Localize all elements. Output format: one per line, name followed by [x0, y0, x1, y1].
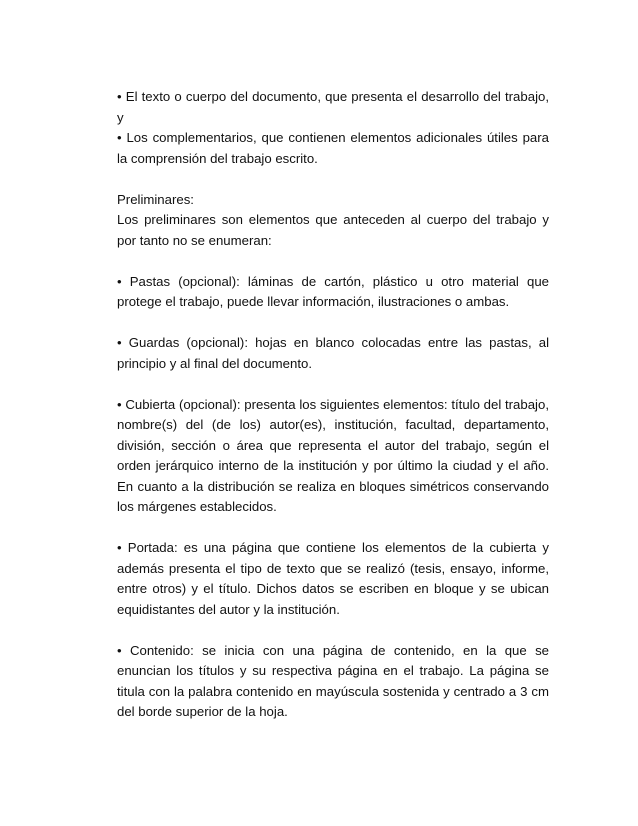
spacer [117, 374, 549, 395]
spacer [117, 518, 549, 539]
section-intro: Los preliminares son elementos que anteceden al cuerpo del trabajo y por tanto no se enumeran: [117, 212, 549, 248]
spacer [117, 620, 549, 641]
intro-paragraph-body: • El texto o cuerpo del documento, que presenta el desarrollo del trabajo, y [117, 89, 549, 125]
list-item-contenido: • Contenido: se inicia con una página de contenido, en la que se enuncian los títulos y su respectiva página en el trabajo. La página se titula con la palabra contenido en mayúscula sostenida y centrado a 3 cm del borde superior de la hoja. [117, 642, 549, 719]
spacer [117, 251, 549, 272]
list-item-pastas: • Pastas (opcional): láminas de cartón, plástico u otro material que protege el trabajo, puede llevar información, ilustraciones o ambas. [117, 273, 549, 309]
list-item-portada: • Portada: es una página que contiene los elementos de la cubierta y además presenta el tipo de texto que se realizó (tesis, ensayo, informe, entre otros) y el título. Dichos datos se escriben en bloque y se ubican equidistantes del autor y la institución. [117, 540, 549, 617]
list-item-guardas: • Guardas (opcional): hojas en blanco colocadas entre las pastas, al principio y al final del documento. [117, 335, 549, 371]
section-title: Preliminares: [117, 191, 194, 207]
intro-paragraph-complementary: • Los complementarios, que contienen elementos adicionales útiles para la comprensión del trabajo escrito. [117, 130, 549, 166]
spacer [117, 169, 549, 190]
list-item-cubierta: • Cubierta (opcional): presenta los siguientes elementos: título del trabajo, nombre(s) del (de los) autor(es), institución, facultad, departamento, división, sección o área que representa el autor del trabajo, según el orden jerárquico interno de la institución y por último la ciudad y el año. En cuanto a la distribución se realiza en bloques simétricos conservando los márgenes establecidos. [117, 396, 549, 514]
document-page [117, 87, 549, 723]
spacer [117, 313, 549, 334]
